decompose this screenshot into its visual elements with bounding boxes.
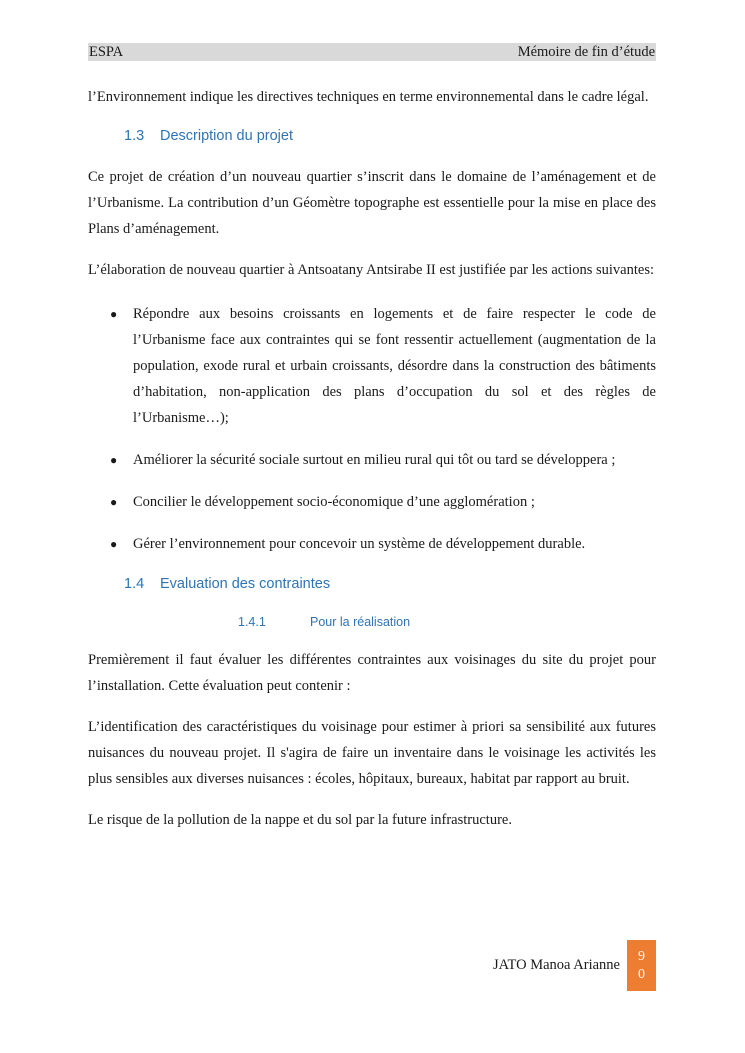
intro-paragraph: l’Environnement indique les directives techniques en terme environnemental dans le cadre légal.: [88, 89, 649, 105]
page-header: [88, 43, 656, 61]
header-right: Mémoire de fin d’étude: [517, 44, 655, 60]
section-title: Evaluation des contraintes: [160, 576, 331, 592]
section-heading-1-4: [124, 573, 656, 595]
list-item: [88, 301, 656, 431]
list-item-text: Concilier le développement socio-économique d’une agglomération ;: [133, 494, 535, 510]
bullet-icon: ●: [110, 495, 118, 509]
page-number-digit: 0: [638, 966, 645, 982]
bullet-list: [88, 301, 656, 557]
section-number: 1.4: [124, 576, 145, 592]
header-left: ESPA: [89, 44, 124, 60]
bullet-icon: ●: [110, 307, 118, 321]
list-item: [88, 447, 656, 473]
subsection-number: 1.4.1: [238, 615, 266, 629]
subsection-heading-1-4-1: [238, 612, 656, 632]
bullet-icon: ●: [110, 537, 118, 551]
page-number-digit: 9: [638, 948, 645, 964]
paragraph: Ce projet de création d’un nouveau quartier s’inscrit dans le domaine de l’aménagement et de l’Urbanisme. La contribution d’un Géomètre topographe est essentielle pour la mise en place des Plans d’aménagement.: [88, 169, 656, 237]
section-number: 1.3: [124, 128, 145, 144]
list-item: [88, 489, 656, 515]
section-title: Description du projet: [160, 128, 293, 144]
list-item: [88, 531, 656, 557]
footer-author: JATO Manoa Arianne: [493, 957, 620, 973]
list-item-text: Répondre aux besoins croissants en logements et de faire respecter le code de l’Urbanisme face aux contraintes qui se font ressentir actuellement (augmentation de la population, exode rural et urbain croissants, désordre dans la construction des bâtiments d’habitation, non-application des plans d’occupation du sol et des règles de l’Urbanisme…);: [133, 306, 656, 426]
list-item-text: Améliorer la sécurité sociale surtout en milieu rural qui tôt ou tard se développera ;: [133, 452, 616, 468]
page-body: [88, 84, 656, 848]
paragraph: L’élaboration de nouveau quartier à Antsoatany Antsirabe II est justifiée par les actions suivantes:: [88, 262, 655, 278]
subsection-title: Pour la réalisation: [310, 615, 411, 629]
bullet-icon: ●: [110, 453, 118, 467]
list-item-text: Gérer l’environnement pour concevoir un système de développement durable.: [133, 536, 586, 552]
paragraph: L’identification des caractéristiques du voisinage pour estimer à priori sa sensibilité aux futures nuisances du nouveau projet. Il s'agira de faire un inventaire dans le voisinage les activités les plus sensibles aux diverses nuisances : écoles, hôpitaux, bureaux, habitat par rapport au bruit.: [88, 719, 656, 787]
section-heading-1-3: [124, 125, 656, 147]
paragraph: Le risque de la pollution de la nappe et du sol par la future infrastructure.: [88, 812, 512, 828]
page-number-box: [627, 940, 656, 991]
paragraph: Premièrement il faut évaluer les différentes contraintes aux voisinages du site du projet pour l’installation. Cette évaluation peut contenir :: [88, 652, 656, 694]
